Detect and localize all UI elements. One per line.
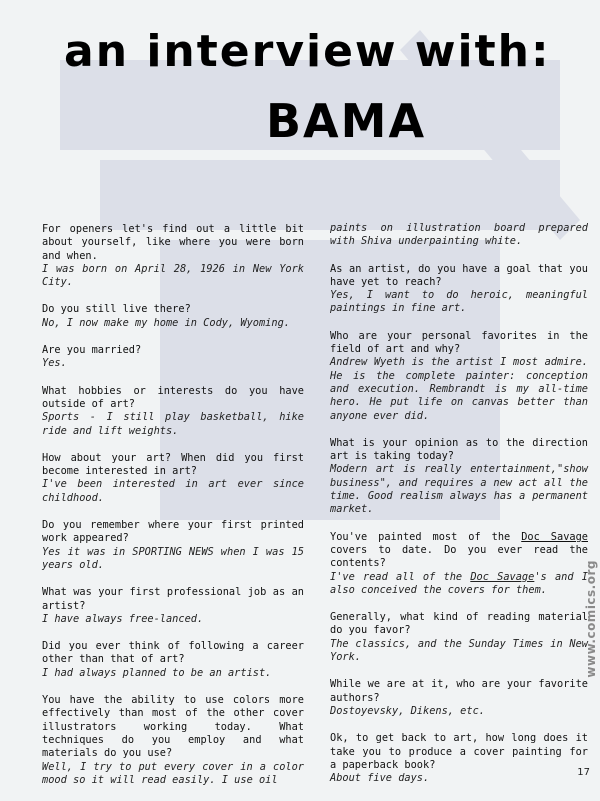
answer: About five days.	[330, 772, 430, 785]
qa-block	[42, 452, 304, 505]
qa-block	[42, 344, 304, 371]
qa-block	[42, 640, 304, 680]
question: Do you remember where your first printed work appeared?	[42, 519, 304, 545]
qa-block	[42, 385, 304, 438]
question: Who are your personal favorites in the field of art and why?	[330, 329, 588, 356]
question	[330, 531, 588, 571]
qa-block	[330, 678, 588, 718]
question: As an artist, do you have a goal that you have yet to reach?	[330, 262, 588, 288]
answer: Yes it was in SPORTING NEWS when I was 15 years old.	[42, 545, 304, 571]
qa-block	[42, 223, 304, 289]
answer: Dostoyevsky, Dikens, etc.	[330, 704, 485, 717]
question-text: You've painted most of the	[330, 530, 522, 543]
qa-block	[330, 732, 588, 785]
answer: Andrew Wyeth is the artist I most admire. He is the complete painter: conception and execution. Rembrandt is my all-time hero. He put life on canvas better than anyone ever did.	[330, 356, 588, 422]
question: You have the ability to use colors more effectively than most of the other cover illustrators working today. What techniques do you employ and what materials do you use?	[42, 694, 304, 760]
qa-block	[330, 263, 588, 316]
answer: Yes.	[42, 357, 67, 370]
right-column	[330, 222, 588, 799]
qa-block	[42, 694, 304, 787]
watermark: www.comics.org	[584, 560, 598, 678]
qa-block	[42, 586, 304, 626]
answer: I've been interested in art ever since childhood.	[42, 478, 304, 504]
question: Ok, to get back to art, how long does it take you to produce a cover painting for a paperback book?	[330, 732, 588, 771]
qa-block	[330, 330, 588, 423]
interviewee-name: BAMA	[266, 94, 427, 148]
qa-block	[42, 303, 304, 330]
answer-text: I've read all of the	[330, 570, 471, 583]
answer: Modern art is really entertainment,"show business", and requires a new act all the time. Good realism always has a permanent market.	[330, 463, 588, 516]
doc-savage-title: Doc Savage	[521, 530, 588, 543]
answer: I have always free-lanced.	[42, 612, 204, 625]
question: Generally, what kind of reading material do you favor?	[330, 611, 588, 637]
answer: I was born on April 28, 1926 in New York City.	[42, 262, 304, 289]
qa-block	[330, 437, 588, 517]
question-text: covers to date. Do you ever read the contents?	[330, 543, 588, 570]
page-number: 17	[577, 767, 590, 778]
doc-savage-title: Doc Savage	[470, 570, 535, 583]
question: While we are at it, who are your favorite authors?	[330, 678, 588, 704]
answer-text: 's and I also conceived the covers for them.	[330, 570, 588, 596]
answer: The classics, and the Sunday Times in New York.	[330, 637, 588, 664]
answer-continuation: paints on illustration board prepared with Shiva underpainting white.	[330, 222, 588, 248]
question: Did you ever think of following a career other than that of art?	[42, 640, 304, 666]
question: How about your art? When did you first become interested in art?	[42, 451, 304, 478]
interview-heading: an interview with:	[64, 26, 551, 77]
question: For openers let's find out a little bit about yourself, like where you were born and when.	[42, 223, 304, 262]
qa-block	[330, 531, 588, 597]
answer: No, I now make my home in Cody, Wyoming.	[42, 316, 290, 329]
left-column	[42, 223, 304, 801]
question: Are you married?	[42, 344, 142, 357]
qa-block	[330, 222, 588, 249]
answer	[330, 571, 588, 598]
question: What is your opinion as to the direction art is taking today?	[330, 436, 588, 463]
question: What was your first professional job as an artist?	[42, 586, 304, 612]
question: What hobbies or interests do you have outside of art?	[42, 384, 304, 410]
answer: Sports - I still play basketball, hike ride and lift weights.	[42, 411, 304, 437]
question: Do you still live there?	[42, 303, 191, 316]
answer: Yes, I want to do heroic, meaningful paintings in fine art.	[330, 289, 588, 315]
qa-block	[330, 611, 588, 664]
answer: Well, I try to put every cover in a color mood so it will read easily. I use oil	[42, 760, 304, 786]
qa-block	[42, 519, 304, 572]
answer: I had always planned to be an artist.	[42, 666, 272, 679]
